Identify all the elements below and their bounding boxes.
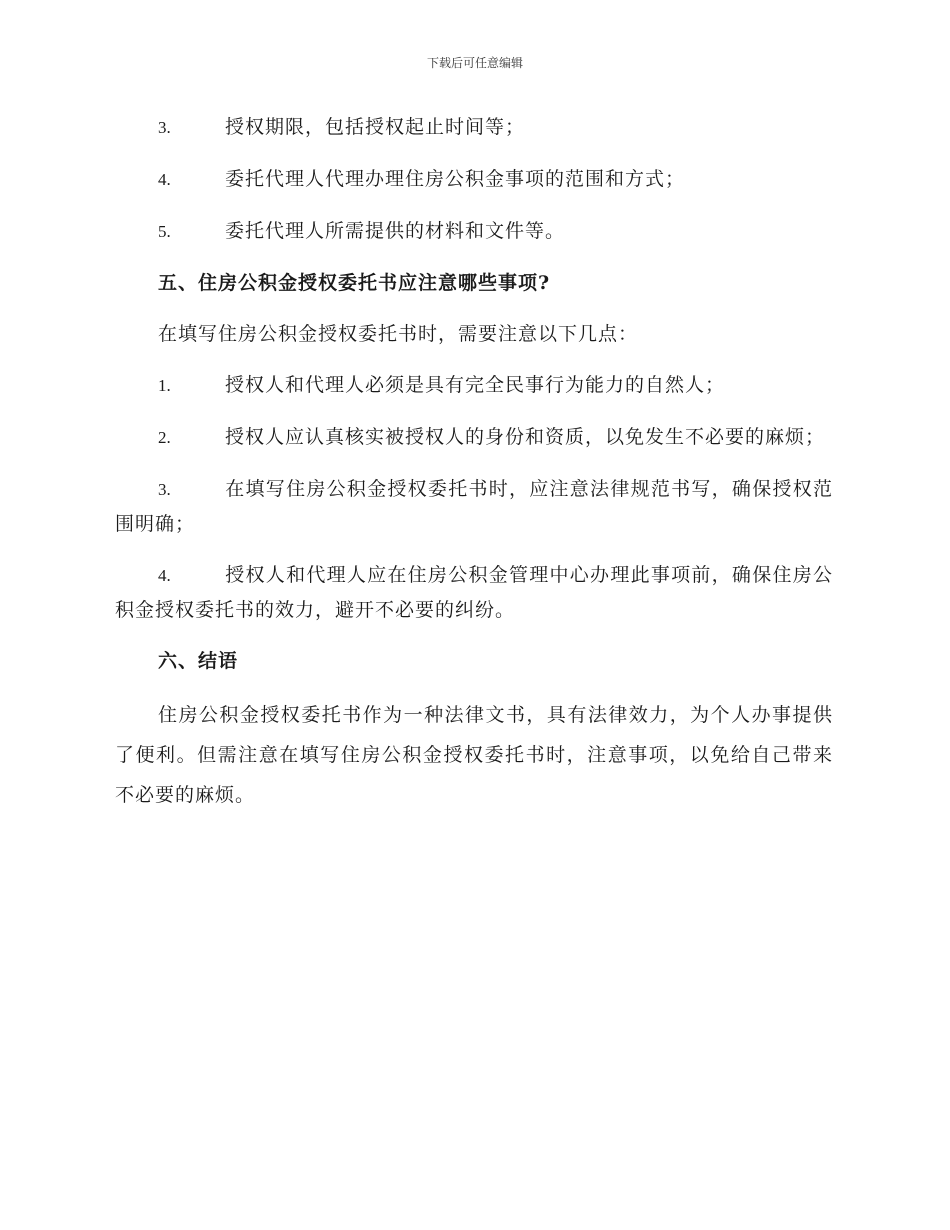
list-item-number: 3. — [158, 118, 171, 137]
page-header: 下载后可任意编辑 — [426, 56, 523, 70]
list-item — [115, 368, 833, 403]
list-item-number: 5. — [158, 222, 171, 241]
section-heading: 六、结语 — [158, 650, 239, 672]
document-body — [115, 110, 833, 832]
list-item-number: 3. — [158, 480, 171, 499]
intro-paragraph: 在填写住房公积金授权委托书时，需要注意以下几点： — [158, 323, 639, 345]
list-item-text: 委托代理人代理办理住房公积金事项的范围和方式； — [225, 168, 686, 190]
list-item — [115, 110, 833, 145]
list-item-number: 4. — [158, 566, 171, 585]
list-item-text: 授权人和代理人应在住房公积金管理中心办理此事项前，确保住房公积金授权委托书的效力，避开不必要的纠纷。 — [115, 564, 833, 621]
list-item-number: 1. — [158, 376, 171, 395]
list-item — [115, 558, 833, 627]
list-item-number: 2. — [158, 428, 171, 447]
list-item — [115, 214, 833, 249]
list-item — [115, 162, 833, 197]
section-heading: 五、住房公积金授权委托书应注意哪些事项? — [158, 272, 551, 294]
list-item-text: 在填写住房公积金授权委托书时，应注意法律规范书写，确保授权范围明确； — [115, 478, 833, 535]
list-item-text: 授权人应认真核实被授权人的身份和资质，以免发生不必要的麻烦； — [225, 426, 826, 448]
list-item — [115, 420, 833, 455]
list-item-text: 授权期限，包括授权起止时间等； — [225, 116, 526, 138]
list-item-text: 委托代理人所需提供的材料和文件等。 — [225, 220, 566, 242]
list-item — [115, 472, 833, 541]
list-item-text: 授权人和代理人必须是具有完全民事行为能力的自然人； — [225, 374, 726, 396]
closing-paragraph: 住房公积金授权委托书作为一种法律文书，具有法律效力，为个人办事提供了便利。但需注意在填写住房公积金授权委托书时，注意事项，以免给自己带来不必要的麻烦。 — [115, 704, 833, 806]
list-item-number: 4. — [158, 170, 171, 189]
